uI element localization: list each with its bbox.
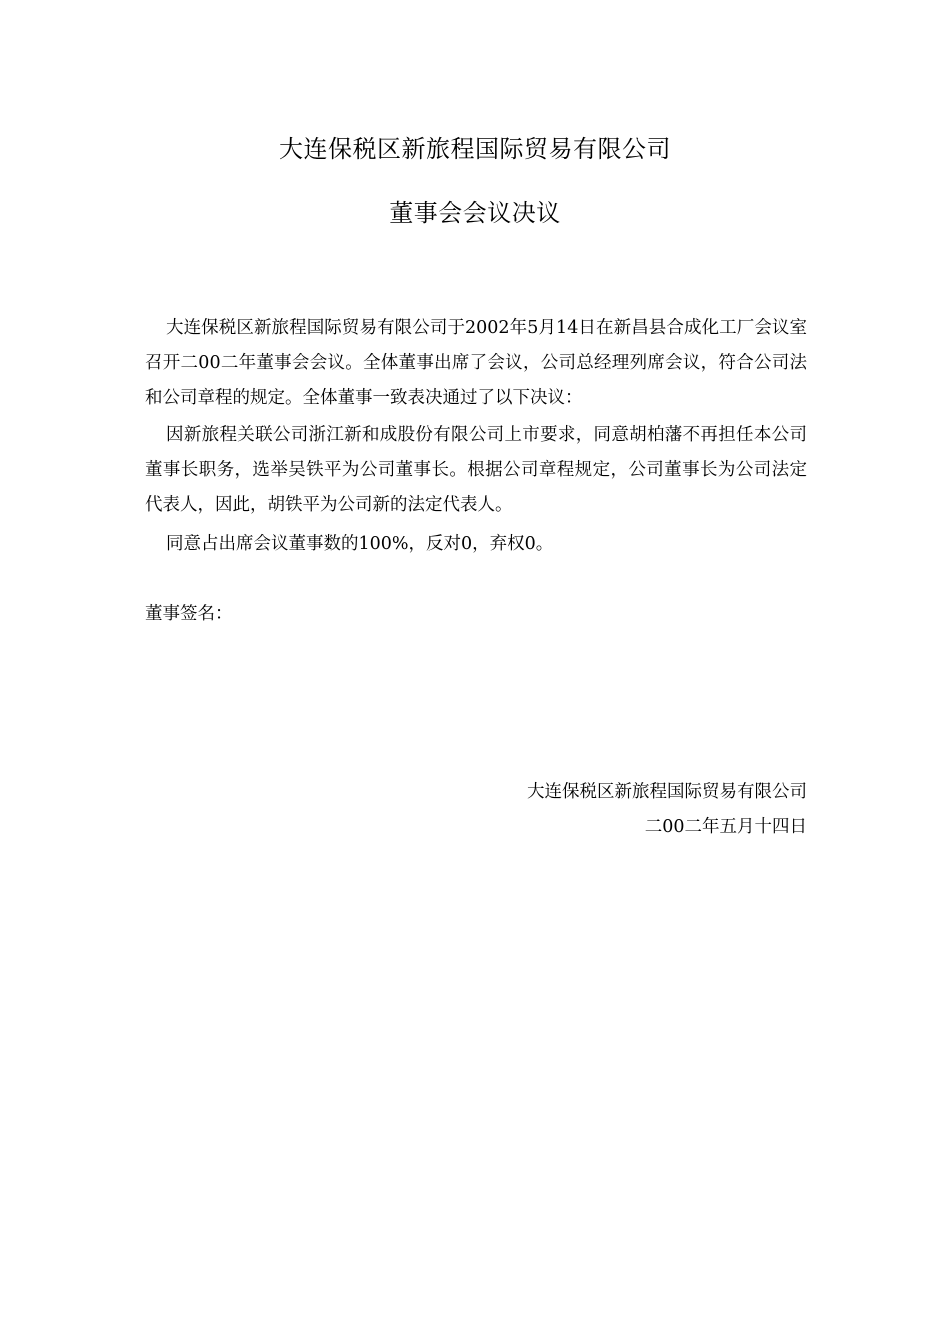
- paragraph-vote-result: 同意占出席会议董事数的100%，反对0，弃权0。: [166, 534, 554, 554]
- footer-company-name: 大连保税区新旅程国际贸易有限公司: [527, 782, 807, 802]
- signature-label: 董事签名：: [145, 604, 233, 624]
- footer-date: 二00二年五月十四日: [644, 817, 807, 837]
- paragraph-resolution: 因新旅程关联公司浙江新和成股份有限公司上市要求，同意胡柏藩不再担任本公司董事长职务，选举吴铁平为公司董事长。根据公司章程规定，公司董事长为公司法定代表人，因此，胡铁平为公司新的法定代表人。: [145, 425, 807, 515]
- document-subtitle: 董事会会议决议: [389, 199, 561, 227]
- document-title: 大连保税区新旅程国际贸易有限公司: [279, 135, 671, 163]
- paragraph-meeting-info: 大连保税区新旅程国际贸易有限公司于2002年5月14日在新昌县合成化工厂会议室召开二00二年董事会会议。全体董事出席了会议，公司总经理列席会议，符合公司法和公司章程的规定。全体董事一致表决通过了以下决议：: [145, 318, 807, 408]
